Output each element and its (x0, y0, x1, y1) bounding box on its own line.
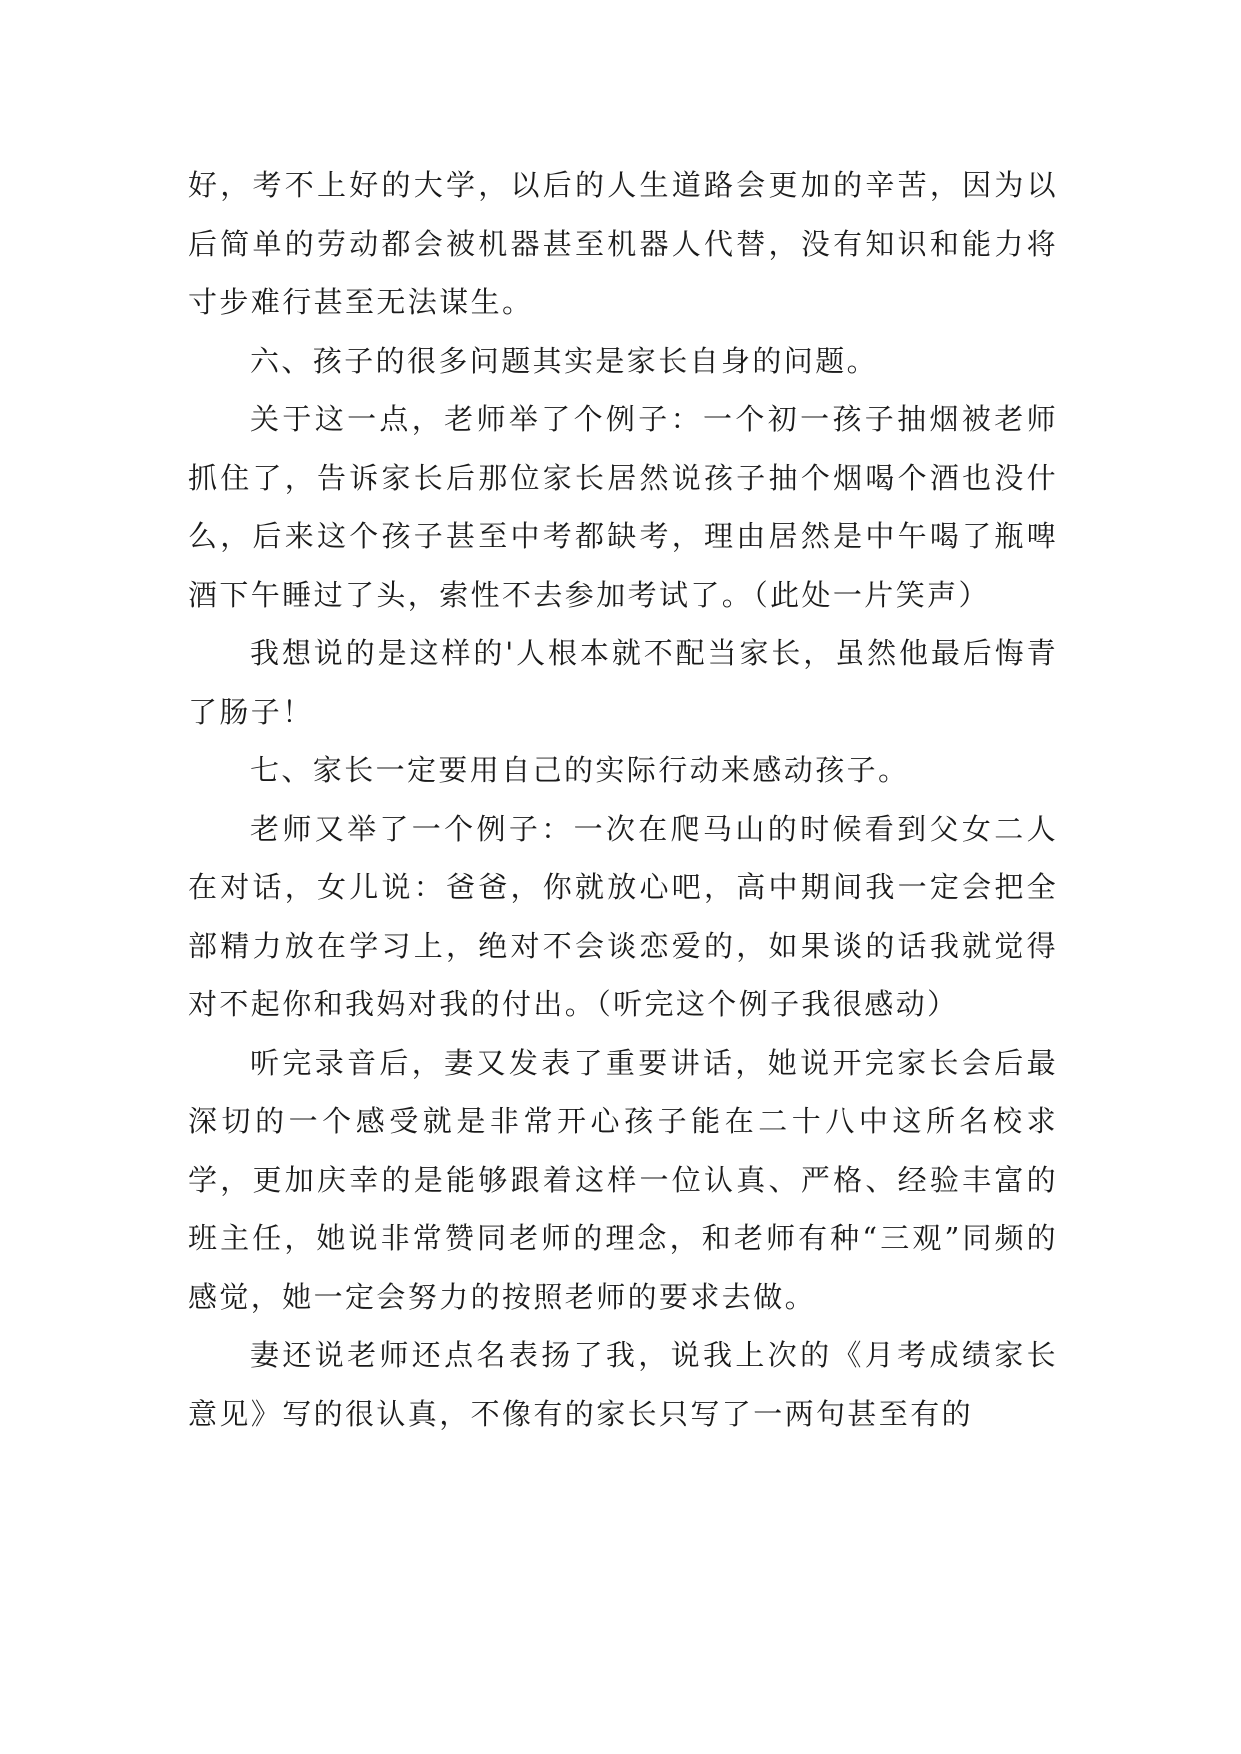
document-body (188, 156, 1058, 1443)
heading-point-seven: 七、家长一定要用自己的实际行动来感动孩子。 (250, 753, 910, 787)
paragraph-praise: 妻还说老师还点名表扬了我，说我上次的《月考成绩家长意见》写的很认真，不像有的家长只写了一两句甚至有的 (188, 1338, 1058, 1431)
heading-point-six: 六、孩子的很多问题其实是家长自身的问题。 (250, 343, 879, 378)
paragraph-author-comment: 我想说的是这样的'人根本就不配当家长，虽然他最后悔青了肠子！ (188, 636, 1058, 729)
paragraph-continuation: 好，考不上好的大学，以后的人生道路会更加的辛苦，因为以后简单的劳动都会被机器甚至机器人代替，没有知识和能力将寸步难行甚至无法谋生。 (188, 168, 1058, 319)
paragraph-wife-speech: 听完录音后，妻又发表了重要讲话，她说开完家长会后最深切的一个感受就是非常开心孩子能在二十八中这所名校求学，更加庆幸的是能够跟着这样一位认真、严格、经验丰富的班主任，她说非常赞同老师的理念，和老师有种“三观”同频的感觉，她一定会努力的按照老师的要求去做。 (188, 1045, 1058, 1314)
paragraph-father-daughter-example: 老师又举了一个例子：一次在爬马山的时候看到父女二人在对话，女儿说：爸爸，你就放心吧，高中期间我一定会把全部精力放在学习上，绝对不会谈恋爱的，如果谈的话我就觉得对不起你和我妈对我的付出。（听完这个例子我很感动） (188, 811, 1058, 1021)
paragraph-smoking-example: 关于这一点，老师举了个例子：一个初一孩子抽烟被老师抓住了，告诉家长后那位家长居然说孩子抽个烟喝个酒也没什么，后来这个孩子甚至中考都缺考，理由居然是中午喝了瓶啤酒下午睡过了头，索性不去参加考试了。（此处一片笑声） (188, 402, 1058, 612)
